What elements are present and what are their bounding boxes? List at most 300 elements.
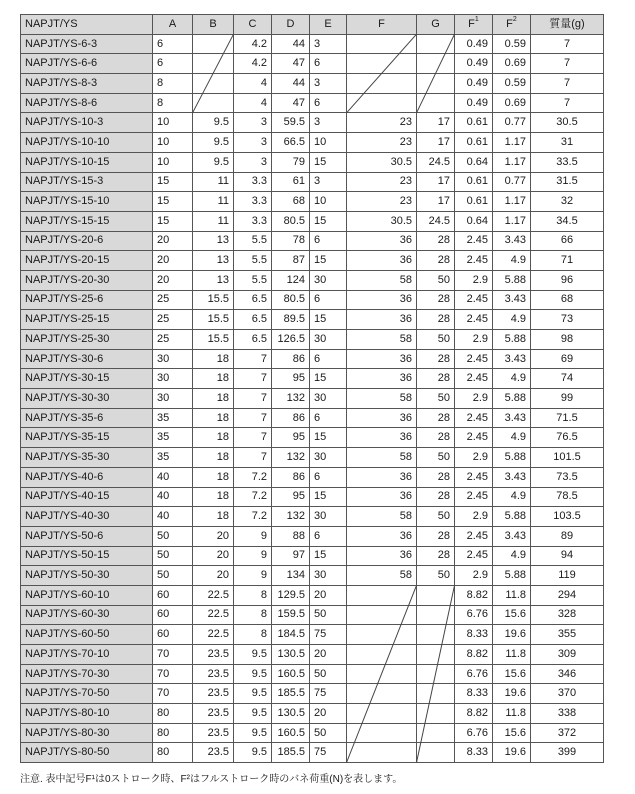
f-cell [347, 743, 417, 763]
f1-cell: 8.33 [455, 743, 493, 763]
e-cell: 20 [310, 585, 347, 605]
mass-cell: 94 [531, 546, 604, 566]
a-cell: 40 [153, 487, 193, 507]
e-cell: 15 [310, 487, 347, 507]
d-cell: 89.5 [272, 310, 310, 330]
model-cell: NAPJT/YS-8-3 [21, 74, 153, 94]
d-cell: 160.5 [272, 723, 310, 743]
b-cell: 23.5 [193, 664, 234, 684]
f2-cell: 0.59 [493, 74, 531, 94]
d-cell: 66.5 [272, 133, 310, 153]
mass-cell: 33.5 [531, 152, 604, 172]
mass-cell: 30.5 [531, 113, 604, 133]
header-f2-sup: 2 [512, 15, 517, 23]
c-cell: 9 [234, 546, 272, 566]
e-cell: 15 [310, 211, 347, 231]
f-cell [347, 664, 417, 684]
mass-cell: 68 [531, 290, 604, 310]
f2-cell: 3.43 [493, 349, 531, 369]
mass-cell: 309 [531, 645, 604, 665]
a-cell: 80 [153, 704, 193, 724]
table-row [21, 526, 604, 546]
f1-cell: 0.61 [455, 192, 493, 212]
g-cell: 17 [417, 172, 455, 192]
g-cell: 17 [417, 113, 455, 133]
f2-cell: 4.9 [493, 310, 531, 330]
c-cell: 7 [234, 369, 272, 389]
e-cell: 3 [310, 113, 347, 133]
a-cell: 40 [153, 507, 193, 527]
g-cell [417, 34, 455, 54]
f-cell [347, 54, 417, 74]
table-row [21, 369, 604, 389]
header-f1-sup: 1 [474, 15, 479, 23]
b-cell [193, 54, 234, 74]
d-cell: 95 [272, 487, 310, 507]
c-cell: 8 [234, 625, 272, 645]
f-cell [347, 93, 417, 113]
f1-cell: 2.45 [455, 467, 493, 487]
a-cell: 6 [153, 34, 193, 54]
d-cell: 95 [272, 428, 310, 448]
mass-cell: 99 [531, 389, 604, 409]
f-cell: 58 [347, 270, 417, 290]
model-cell: NAPJT/YS-30-30 [21, 389, 153, 409]
f1-cell: 8.82 [455, 585, 493, 605]
a-cell: 40 [153, 467, 193, 487]
model-cell: NAPJT/YS-80-50 [21, 743, 153, 763]
model-cell: NAPJT/YS-70-10 [21, 645, 153, 665]
b-cell: 18 [193, 467, 234, 487]
g-cell: 50 [417, 448, 455, 468]
table-row [21, 349, 604, 369]
c-cell: 4 [234, 74, 272, 94]
d-cell: 86 [272, 467, 310, 487]
header-f1 [455, 15, 493, 35]
b-cell: 11 [193, 192, 234, 212]
b-cell: 11 [193, 211, 234, 231]
f2-cell: 15.6 [493, 605, 531, 625]
mass-cell: 31 [531, 133, 604, 153]
table-row [21, 330, 604, 350]
c-cell: 9.5 [234, 704, 272, 724]
mass-cell: 103.5 [531, 507, 604, 527]
e-cell: 6 [310, 526, 347, 546]
f1-cell: 0.64 [455, 152, 493, 172]
mass-cell: 355 [531, 625, 604, 645]
table-row [21, 310, 604, 330]
f-cell: 36 [347, 467, 417, 487]
header-f2-base: F [506, 17, 513, 30]
mass-cell: 98 [531, 330, 604, 350]
model-cell: NAPJT/YS-60-10 [21, 585, 153, 605]
e-cell: 6 [310, 408, 347, 428]
table-row [21, 487, 604, 507]
model-cell: NAPJT/YS-40-6 [21, 467, 153, 487]
e-cell: 50 [310, 605, 347, 625]
d-cell: 47 [272, 93, 310, 113]
d-cell: 185.5 [272, 743, 310, 763]
f1-cell: 2.45 [455, 428, 493, 448]
header-d: D [272, 15, 310, 35]
a-cell: 25 [153, 310, 193, 330]
d-cell: 47 [272, 54, 310, 74]
table-row [21, 270, 604, 290]
d-cell: 185.5 [272, 684, 310, 704]
header-mass: 質量(g) [531, 15, 604, 35]
g-cell [417, 743, 455, 763]
c-cell: 7 [234, 448, 272, 468]
mass-cell: 7 [531, 93, 604, 113]
b-cell [193, 93, 234, 113]
f1-cell: 2.45 [455, 546, 493, 566]
c-cell: 9.5 [234, 743, 272, 763]
f-cell: 36 [347, 526, 417, 546]
model-cell: NAPJT/YS-6-6 [21, 54, 153, 74]
f2-cell: 3.43 [493, 408, 531, 428]
f-cell: 36 [347, 487, 417, 507]
table-row [21, 408, 604, 428]
mass-cell: 370 [531, 684, 604, 704]
table-body [21, 34, 604, 762]
footnote: 注意. 表中記号F¹は0ストローク時、F²はフルストローク時のバネ荷重(N)を表します。 [20, 774, 403, 785]
a-cell: 15 [153, 211, 193, 231]
f2-cell: 19.6 [493, 625, 531, 645]
a-cell: 70 [153, 645, 193, 665]
f2-cell: 1.17 [493, 133, 531, 153]
d-cell: 159.5 [272, 605, 310, 625]
f1-cell: 6.76 [455, 664, 493, 684]
f1-cell: 0.49 [455, 74, 493, 94]
g-cell: 24.5 [417, 211, 455, 231]
g-cell: 50 [417, 566, 455, 586]
mass-cell: 69 [531, 349, 604, 369]
a-cell: 50 [153, 566, 193, 586]
c-cell: 7 [234, 349, 272, 369]
f1-cell: 0.61 [455, 172, 493, 192]
g-cell: 50 [417, 507, 455, 527]
e-cell: 6 [310, 349, 347, 369]
c-cell: 6.5 [234, 330, 272, 350]
f1-cell: 2.9 [455, 270, 493, 290]
a-cell: 70 [153, 664, 193, 684]
f-cell: 58 [347, 330, 417, 350]
table-row [21, 34, 604, 54]
c-cell: 7 [234, 408, 272, 428]
model-cell: NAPJT/YS-8-6 [21, 93, 153, 113]
e-cell: 10 [310, 192, 347, 212]
b-cell [193, 74, 234, 94]
header-f2 [493, 15, 531, 35]
model-cell: NAPJT/YS-35-15 [21, 428, 153, 448]
b-cell: 15.5 [193, 310, 234, 330]
model-cell: NAPJT/YS-30-6 [21, 349, 153, 369]
e-cell: 30 [310, 566, 347, 586]
f-cell [347, 605, 417, 625]
f2-cell: 15.6 [493, 723, 531, 743]
e-cell: 30 [310, 448, 347, 468]
f2-cell: 5.88 [493, 448, 531, 468]
model-cell: NAPJT/YS-15-15 [21, 211, 153, 231]
table-row [21, 152, 604, 172]
b-cell: 18 [193, 369, 234, 389]
mass-cell: 71.5 [531, 408, 604, 428]
e-cell: 30 [310, 389, 347, 409]
c-cell: 7 [234, 389, 272, 409]
g-cell: 24.5 [417, 152, 455, 172]
g-cell: 17 [417, 192, 455, 212]
f1-cell: 2.9 [455, 330, 493, 350]
d-cell: 126.5 [272, 330, 310, 350]
g-cell [417, 54, 455, 74]
table-row [21, 74, 604, 94]
e-cell: 30 [310, 330, 347, 350]
f1-cell: 8.33 [455, 684, 493, 704]
d-cell: 132 [272, 448, 310, 468]
f2-cell: 4.9 [493, 487, 531, 507]
mass-cell: 76.5 [531, 428, 604, 448]
mass-cell: 7 [531, 54, 604, 74]
f1-cell: 2.45 [455, 310, 493, 330]
d-cell: 87 [272, 251, 310, 271]
table-row [21, 231, 604, 251]
mass-cell: 338 [531, 704, 604, 724]
f-cell: 23 [347, 113, 417, 133]
f-cell [347, 704, 417, 724]
c-cell: 3 [234, 133, 272, 153]
model-cell: NAPJT/YS-80-10 [21, 704, 153, 724]
b-cell: 13 [193, 251, 234, 271]
c-cell: 6.5 [234, 310, 272, 330]
mass-cell: 66 [531, 231, 604, 251]
c-cell: 3 [234, 152, 272, 172]
b-cell: 22.5 [193, 605, 234, 625]
f1-cell: 0.49 [455, 93, 493, 113]
f1-cell: 2.45 [455, 231, 493, 251]
b-cell: 23.5 [193, 743, 234, 763]
c-cell: 9.5 [234, 645, 272, 665]
g-cell: 28 [417, 231, 455, 251]
f2-cell: 5.88 [493, 566, 531, 586]
c-cell: 3.3 [234, 211, 272, 231]
f-cell [347, 723, 417, 743]
c-cell: 9.5 [234, 664, 272, 684]
e-cell: 6 [310, 54, 347, 74]
table-row [21, 723, 604, 743]
b-cell: 18 [193, 389, 234, 409]
b-cell: 20 [193, 546, 234, 566]
mass-cell: 89 [531, 526, 604, 546]
f2-cell: 0.77 [493, 172, 531, 192]
b-cell: 9.5 [193, 152, 234, 172]
f-cell: 58 [347, 566, 417, 586]
a-cell: 20 [153, 270, 193, 290]
b-cell: 9.5 [193, 113, 234, 133]
f-cell: 23 [347, 172, 417, 192]
c-cell: 9.5 [234, 723, 272, 743]
e-cell: 75 [310, 625, 347, 645]
g-cell [417, 605, 455, 625]
f2-cell: 3.43 [493, 526, 531, 546]
spec-table [20, 14, 604, 763]
c-cell: 5.5 [234, 231, 272, 251]
c-cell: 3.3 [234, 172, 272, 192]
table-row [21, 133, 604, 153]
b-cell: 15.5 [193, 290, 234, 310]
model-cell: NAPJT/YS-15-3 [21, 172, 153, 192]
header-model: NAPJT/YS [21, 15, 153, 35]
b-cell: 23.5 [193, 723, 234, 743]
mass-cell: 74 [531, 369, 604, 389]
e-cell: 75 [310, 743, 347, 763]
table-row [21, 684, 604, 704]
c-cell: 4.2 [234, 54, 272, 74]
b-cell: 20 [193, 566, 234, 586]
f1-cell: 2.45 [455, 526, 493, 546]
e-cell: 20 [310, 645, 347, 665]
table-row [21, 113, 604, 133]
model-cell: NAPJT/YS-80-30 [21, 723, 153, 743]
f-cell: 23 [347, 192, 417, 212]
g-cell: 28 [417, 251, 455, 271]
c-cell: 8 [234, 605, 272, 625]
c-cell: 3 [234, 113, 272, 133]
b-cell: 18 [193, 448, 234, 468]
a-cell: 60 [153, 605, 193, 625]
b-cell: 18 [193, 507, 234, 527]
b-cell: 23.5 [193, 645, 234, 665]
d-cell: 78 [272, 231, 310, 251]
table-row [21, 704, 604, 724]
b-cell: 20 [193, 526, 234, 546]
f-cell: 36 [347, 546, 417, 566]
g-cell: 28 [417, 546, 455, 566]
e-cell: 6 [310, 231, 347, 251]
g-cell [417, 645, 455, 665]
f2-cell: 4.9 [493, 369, 531, 389]
a-cell: 10 [153, 152, 193, 172]
d-cell: 95 [272, 369, 310, 389]
e-cell: 50 [310, 723, 347, 743]
b-cell: 13 [193, 231, 234, 251]
a-cell: 8 [153, 74, 193, 94]
d-cell: 68 [272, 192, 310, 212]
table-row [21, 251, 604, 271]
mass-cell: 7 [531, 34, 604, 54]
f1-cell: 6.76 [455, 723, 493, 743]
header-e: E [310, 15, 347, 35]
d-cell: 59.5 [272, 113, 310, 133]
b-cell: 23.5 [193, 704, 234, 724]
f1-cell: 2.45 [455, 487, 493, 507]
d-cell: 79 [272, 152, 310, 172]
header-a: A [153, 15, 193, 35]
f1-cell: 2.45 [455, 251, 493, 271]
c-cell: 7.2 [234, 507, 272, 527]
model-cell: NAPJT/YS-30-15 [21, 369, 153, 389]
mass-cell: 73 [531, 310, 604, 330]
g-cell [417, 93, 455, 113]
a-cell: 20 [153, 231, 193, 251]
e-cell: 3 [310, 172, 347, 192]
d-cell: 132 [272, 507, 310, 527]
f2-cell: 11.8 [493, 585, 531, 605]
table-row [21, 507, 604, 527]
c-cell: 7.2 [234, 467, 272, 487]
f-cell [347, 34, 417, 54]
f1-cell: 2.9 [455, 448, 493, 468]
f2-cell: 3.43 [493, 231, 531, 251]
model-cell: NAPJT/YS-6-3 [21, 34, 153, 54]
model-cell: NAPJT/YS-40-15 [21, 487, 153, 507]
f1-cell: 0.64 [455, 211, 493, 231]
model-cell: NAPJT/YS-25-15 [21, 310, 153, 330]
b-cell: 9.5 [193, 133, 234, 153]
d-cell: 88 [272, 526, 310, 546]
g-cell: 28 [417, 290, 455, 310]
a-cell: 80 [153, 743, 193, 763]
f-cell [347, 645, 417, 665]
a-cell: 20 [153, 251, 193, 271]
f2-cell: 3.43 [493, 467, 531, 487]
c-cell: 4 [234, 93, 272, 113]
model-cell: NAPJT/YS-20-30 [21, 270, 153, 290]
f2-cell: 0.69 [493, 93, 531, 113]
model-cell: NAPJT/YS-10-10 [21, 133, 153, 153]
f1-cell: 2.45 [455, 369, 493, 389]
model-cell: NAPJT/YS-50-30 [21, 566, 153, 586]
model-cell: NAPJT/YS-50-6 [21, 526, 153, 546]
a-cell: 10 [153, 113, 193, 133]
f2-cell: 19.6 [493, 743, 531, 763]
f-cell: 23 [347, 133, 417, 153]
b-cell: 22.5 [193, 625, 234, 645]
c-cell: 7 [234, 428, 272, 448]
d-cell: 160.5 [272, 664, 310, 684]
e-cell: 15 [310, 310, 347, 330]
a-cell: 30 [153, 369, 193, 389]
header-row [21, 15, 604, 35]
mass-cell: 294 [531, 585, 604, 605]
a-cell: 15 [153, 172, 193, 192]
a-cell: 50 [153, 526, 193, 546]
f1-cell: 2.45 [455, 349, 493, 369]
g-cell [417, 74, 455, 94]
c-cell: 6.5 [234, 290, 272, 310]
f-cell: 58 [347, 389, 417, 409]
b-cell: 18 [193, 408, 234, 428]
f2-cell: 1.17 [493, 211, 531, 231]
c-cell: 9.5 [234, 684, 272, 704]
e-cell: 6 [310, 93, 347, 113]
model-cell: NAPJT/YS-10-3 [21, 113, 153, 133]
d-cell: 86 [272, 349, 310, 369]
g-cell [417, 664, 455, 684]
f2-cell: 0.69 [493, 54, 531, 74]
g-cell: 17 [417, 133, 455, 153]
g-cell: 28 [417, 408, 455, 428]
d-cell: 61 [272, 172, 310, 192]
g-cell [417, 723, 455, 743]
f-cell: 30.5 [347, 152, 417, 172]
e-cell: 6 [310, 467, 347, 487]
g-cell: 28 [417, 310, 455, 330]
d-cell: 130.5 [272, 645, 310, 665]
table-row [21, 743, 604, 763]
f-cell: 36 [347, 428, 417, 448]
f2-cell: 19.6 [493, 684, 531, 704]
e-cell: 3 [310, 34, 347, 54]
